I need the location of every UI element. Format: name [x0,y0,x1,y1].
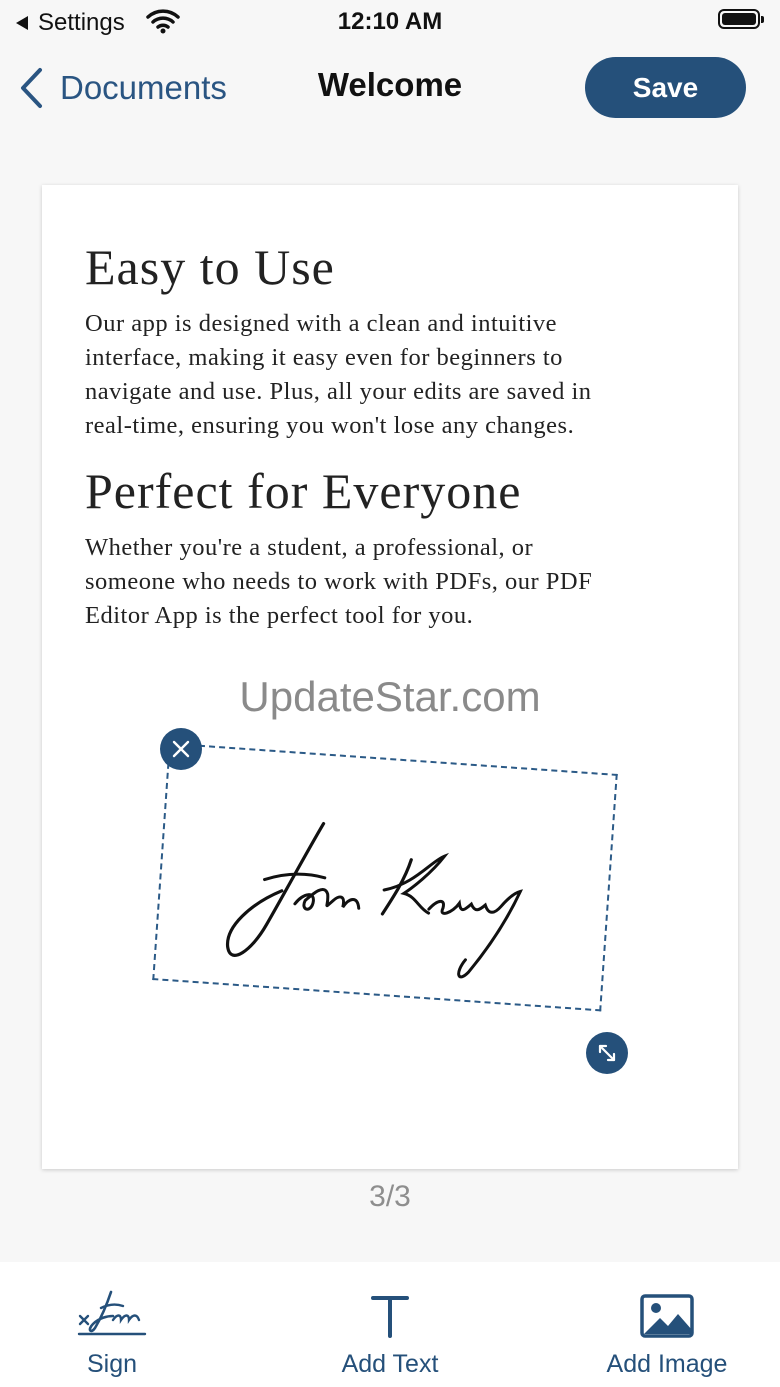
paragraph-line: navigate and use. Plus, all your edits are saved in [85,378,592,405]
document-content [85,235,705,649]
remove-signature-button[interactable] [160,728,202,770]
heading-easy-to-use: Easy to Use [85,239,335,295]
image-icon [640,1294,694,1338]
add-text-button[interactable] [318,1262,462,1387]
page-indicator: 3/3 [369,1180,411,1213]
signature-icon [77,1286,147,1338]
paragraph-line: Editor App is the perfect tool for you. [85,602,474,629]
paragraph-line: interface, making it easy even for beginners to [85,344,563,371]
sign-label: Sign [86,1350,138,1378]
heading-perfect-for-everyone: Perfect for Everyone [85,463,522,519]
page-title: Welcome [317,66,463,103]
paragraph-line: real-time, ensuring you won't lose any changes. [85,412,575,439]
handwritten-signature [218,807,538,988]
paragraph-line: someone who needs to work with PDFs, our PDF [85,568,593,595]
save-button[interactable]: Save [585,57,746,118]
status-bar [0,0,780,44]
paragraph-easy-to-use [85,307,705,443]
battery-icon [718,9,760,29]
watermark: UpdateStar.com [239,673,541,720]
resize-icon [595,1041,619,1065]
bottom-toolbar [0,1262,780,1387]
document-page[interactable] [42,185,738,1169]
resize-signature-handle[interactable] [586,1032,628,1074]
text-icon [370,1294,410,1338]
back-to-documents-button[interactable] [18,62,227,114]
paragraph-line: Our app is designed with a clean and intuitive [85,310,558,337]
add-image-button[interactable] [590,1262,744,1387]
sign-button[interactable] [60,1262,164,1387]
paragraph-perfect-for-everyone [85,531,705,633]
add-text-label: Add Text [341,1350,439,1378]
signature-selection-box[interactable] [152,743,618,1012]
status-time: 12:10 AM [337,8,443,35]
add-image-label: Add Image [606,1350,728,1378]
close-icon [171,739,191,759]
paragraph-line: Whether you're a student, a professional, or [85,534,534,561]
chevron-left-icon [18,67,44,109]
back-label: Documents [60,69,227,106]
status-back-app-label: Settings [38,9,125,36]
